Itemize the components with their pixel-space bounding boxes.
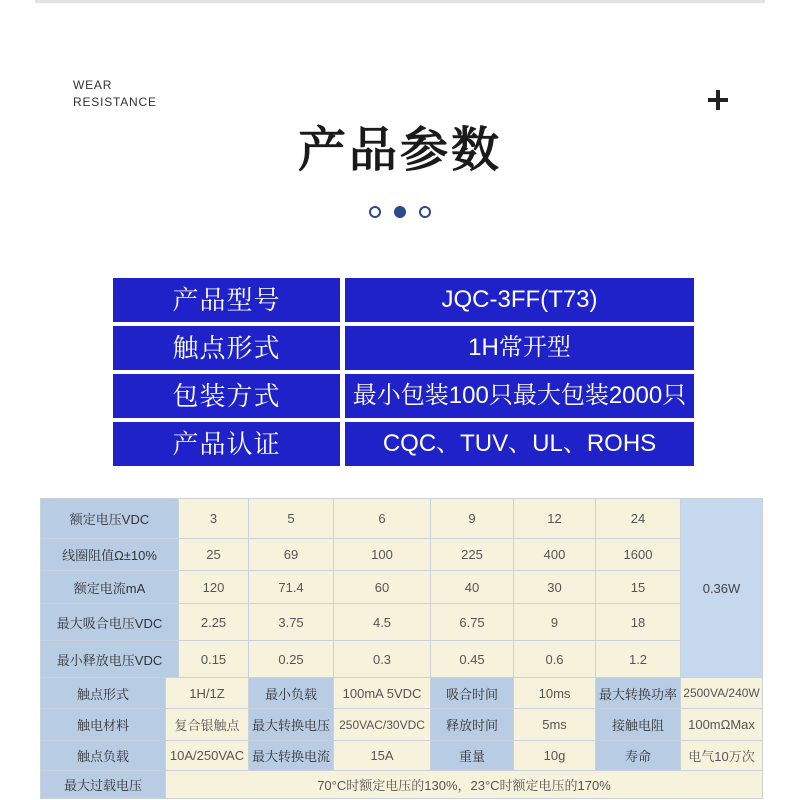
contact-spec-label: 触电材料 bbox=[41, 709, 166, 741]
contact-spec-row bbox=[41, 678, 763, 709]
contact-spec-value: 100mΩMax bbox=[681, 709, 763, 741]
coil-spec-value: 60 bbox=[334, 571, 431, 604]
product-summary-row bbox=[113, 422, 694, 466]
coil-spec-value: 4.5 bbox=[334, 604, 431, 641]
coil-spec-row bbox=[41, 539, 763, 571]
plus-icon[interactable] bbox=[708, 90, 728, 110]
contact-spec-value: 100mA 5VDC bbox=[334, 678, 431, 709]
coil-spec-label: 最小释放电压VDC bbox=[41, 641, 179, 678]
contact-spec-label: 吸合时间 bbox=[431, 678, 514, 709]
contact-spec-value: 15A bbox=[334, 741, 431, 771]
coil-spec-value: 18 bbox=[596, 604, 681, 641]
coil-spec-label: 额定电流mA bbox=[41, 571, 179, 604]
coil-spec-value: 9 bbox=[514, 604, 596, 641]
coil-spec-value: 225 bbox=[431, 539, 514, 571]
coil-spec-value: 1600 bbox=[596, 539, 681, 571]
contact-spec-label: 最大转换电压 bbox=[249, 709, 334, 741]
contact-spec-value: 2500VA/240W bbox=[681, 678, 763, 709]
carousel-dot[interactable] bbox=[419, 206, 431, 218]
contact-spec-label: 触点负载 bbox=[41, 741, 166, 771]
contact-spec-row bbox=[41, 741, 763, 771]
coil-spec-row bbox=[41, 571, 763, 604]
coil-spec-value: 69 bbox=[249, 539, 334, 571]
spec-table bbox=[40, 498, 763, 799]
contact-spec-value: 5ms bbox=[514, 709, 596, 741]
coil-spec-value: 9 bbox=[431, 499, 514, 539]
contact-spec-value: 复合银触点 bbox=[166, 709, 249, 741]
contact-spec-value: 10ms bbox=[514, 678, 596, 709]
contact-spec-value: 10g bbox=[514, 741, 596, 771]
product-summary-label: 包装方式 bbox=[113, 374, 340, 418]
section-tag-line2: RESISTANCE bbox=[73, 95, 157, 109]
coil-spec-label: 线圈阻值Ω±10% bbox=[41, 539, 179, 571]
coil-spec-value: 0.15 bbox=[179, 641, 249, 678]
coil-spec-value: 400 bbox=[514, 539, 596, 571]
product-summary-label: 触点形式 bbox=[113, 326, 340, 370]
coil-spec-value: 6.75 bbox=[431, 604, 514, 641]
coil-spec-value: 0.6 bbox=[514, 641, 596, 678]
product-summary-value: JQC-3FF(T73) bbox=[345, 278, 694, 322]
section-tag-line1: WEAR bbox=[73, 78, 113, 92]
product-summary-row bbox=[113, 278, 694, 322]
coil-spec-value: 5 bbox=[249, 499, 334, 539]
product-summary-row bbox=[113, 326, 694, 370]
overload-value: 70°C时额定电压的130%，23°C时额定电压的170% bbox=[166, 771, 763, 799]
carousel-dot[interactable] bbox=[369, 206, 381, 218]
coil-spec-value: 12 bbox=[514, 499, 596, 539]
coil-spec-value: 0.3 bbox=[334, 641, 431, 678]
coil-spec-value: 15 bbox=[596, 571, 681, 604]
top-divider bbox=[35, 0, 765, 3]
section-tag bbox=[73, 77, 157, 111]
coil-spec-label: 最大吸合电压VDC bbox=[41, 604, 179, 641]
coil-spec-row bbox=[41, 499, 763, 539]
contact-spec-label: 寿命 bbox=[596, 741, 681, 771]
contact-spec-row bbox=[41, 709, 763, 741]
coil-spec-label: 额定电压VDC bbox=[41, 499, 179, 539]
coil-spec-value: 3.75 bbox=[249, 604, 334, 641]
coil-spec-value: 120 bbox=[179, 571, 249, 604]
coil-spec-value: 71.4 bbox=[249, 571, 334, 604]
coil-spec-row bbox=[41, 641, 763, 678]
coil-spec-value: 40 bbox=[431, 571, 514, 604]
overload-label: 最大过载电压 bbox=[41, 771, 166, 799]
carousel-dot[interactable] bbox=[394, 206, 406, 218]
coil-spec-value: 0.25 bbox=[249, 641, 334, 678]
contact-spec-label: 触点形式 bbox=[41, 678, 166, 709]
page-title: 产品参数 bbox=[297, 124, 502, 177]
product-summary-row bbox=[113, 374, 694, 418]
carousel-dots bbox=[369, 206, 431, 218]
contact-spec-label: 重量 bbox=[431, 741, 514, 771]
coil-spec-value: 30 bbox=[514, 571, 596, 604]
overload-row bbox=[41, 771, 763, 799]
contact-spec-label: 最小负载 bbox=[249, 678, 334, 709]
contact-spec-label: 接触电阻 bbox=[596, 709, 681, 741]
contact-spec-label: 最大转换功率 bbox=[596, 678, 681, 709]
coil-spec-value: 25 bbox=[179, 539, 249, 571]
coil-spec-value: 3 bbox=[179, 499, 249, 539]
contact-spec-value: 电气10万次 bbox=[681, 741, 763, 771]
coil-spec-value: 1.2 bbox=[596, 641, 681, 678]
contact-spec-label: 最大转换电流 bbox=[249, 741, 334, 771]
coil-spec-value: 0.45 bbox=[431, 641, 514, 678]
contact-spec-value: 250VAC/30VDC bbox=[334, 709, 431, 741]
product-summary-label: 产品型号 bbox=[113, 278, 340, 322]
product-summary-label: 产品认证 bbox=[113, 422, 340, 466]
product-summary-value: 1H常开型 bbox=[345, 326, 694, 370]
contact-spec-value: 1H/1Z bbox=[166, 678, 249, 709]
contact-spec-label: 释放时间 bbox=[431, 709, 514, 741]
coil-spec-value: 2.25 bbox=[179, 604, 249, 641]
coil-spec-value: 6 bbox=[334, 499, 431, 539]
product-summary-value: 最小包装100只最大包装2000只 bbox=[345, 374, 694, 418]
coil-spec-value: 100 bbox=[334, 539, 431, 571]
contact-spec-value: 10A/250VAC bbox=[166, 741, 249, 771]
product-summary-table bbox=[113, 278, 694, 466]
coil-spec-row bbox=[41, 604, 763, 641]
product-summary-value: CQC、TUV、UL、ROHS bbox=[345, 422, 694, 466]
coil-spec-value: 24 bbox=[596, 499, 681, 539]
coil-power-value: 0.36W bbox=[681, 499, 763, 678]
